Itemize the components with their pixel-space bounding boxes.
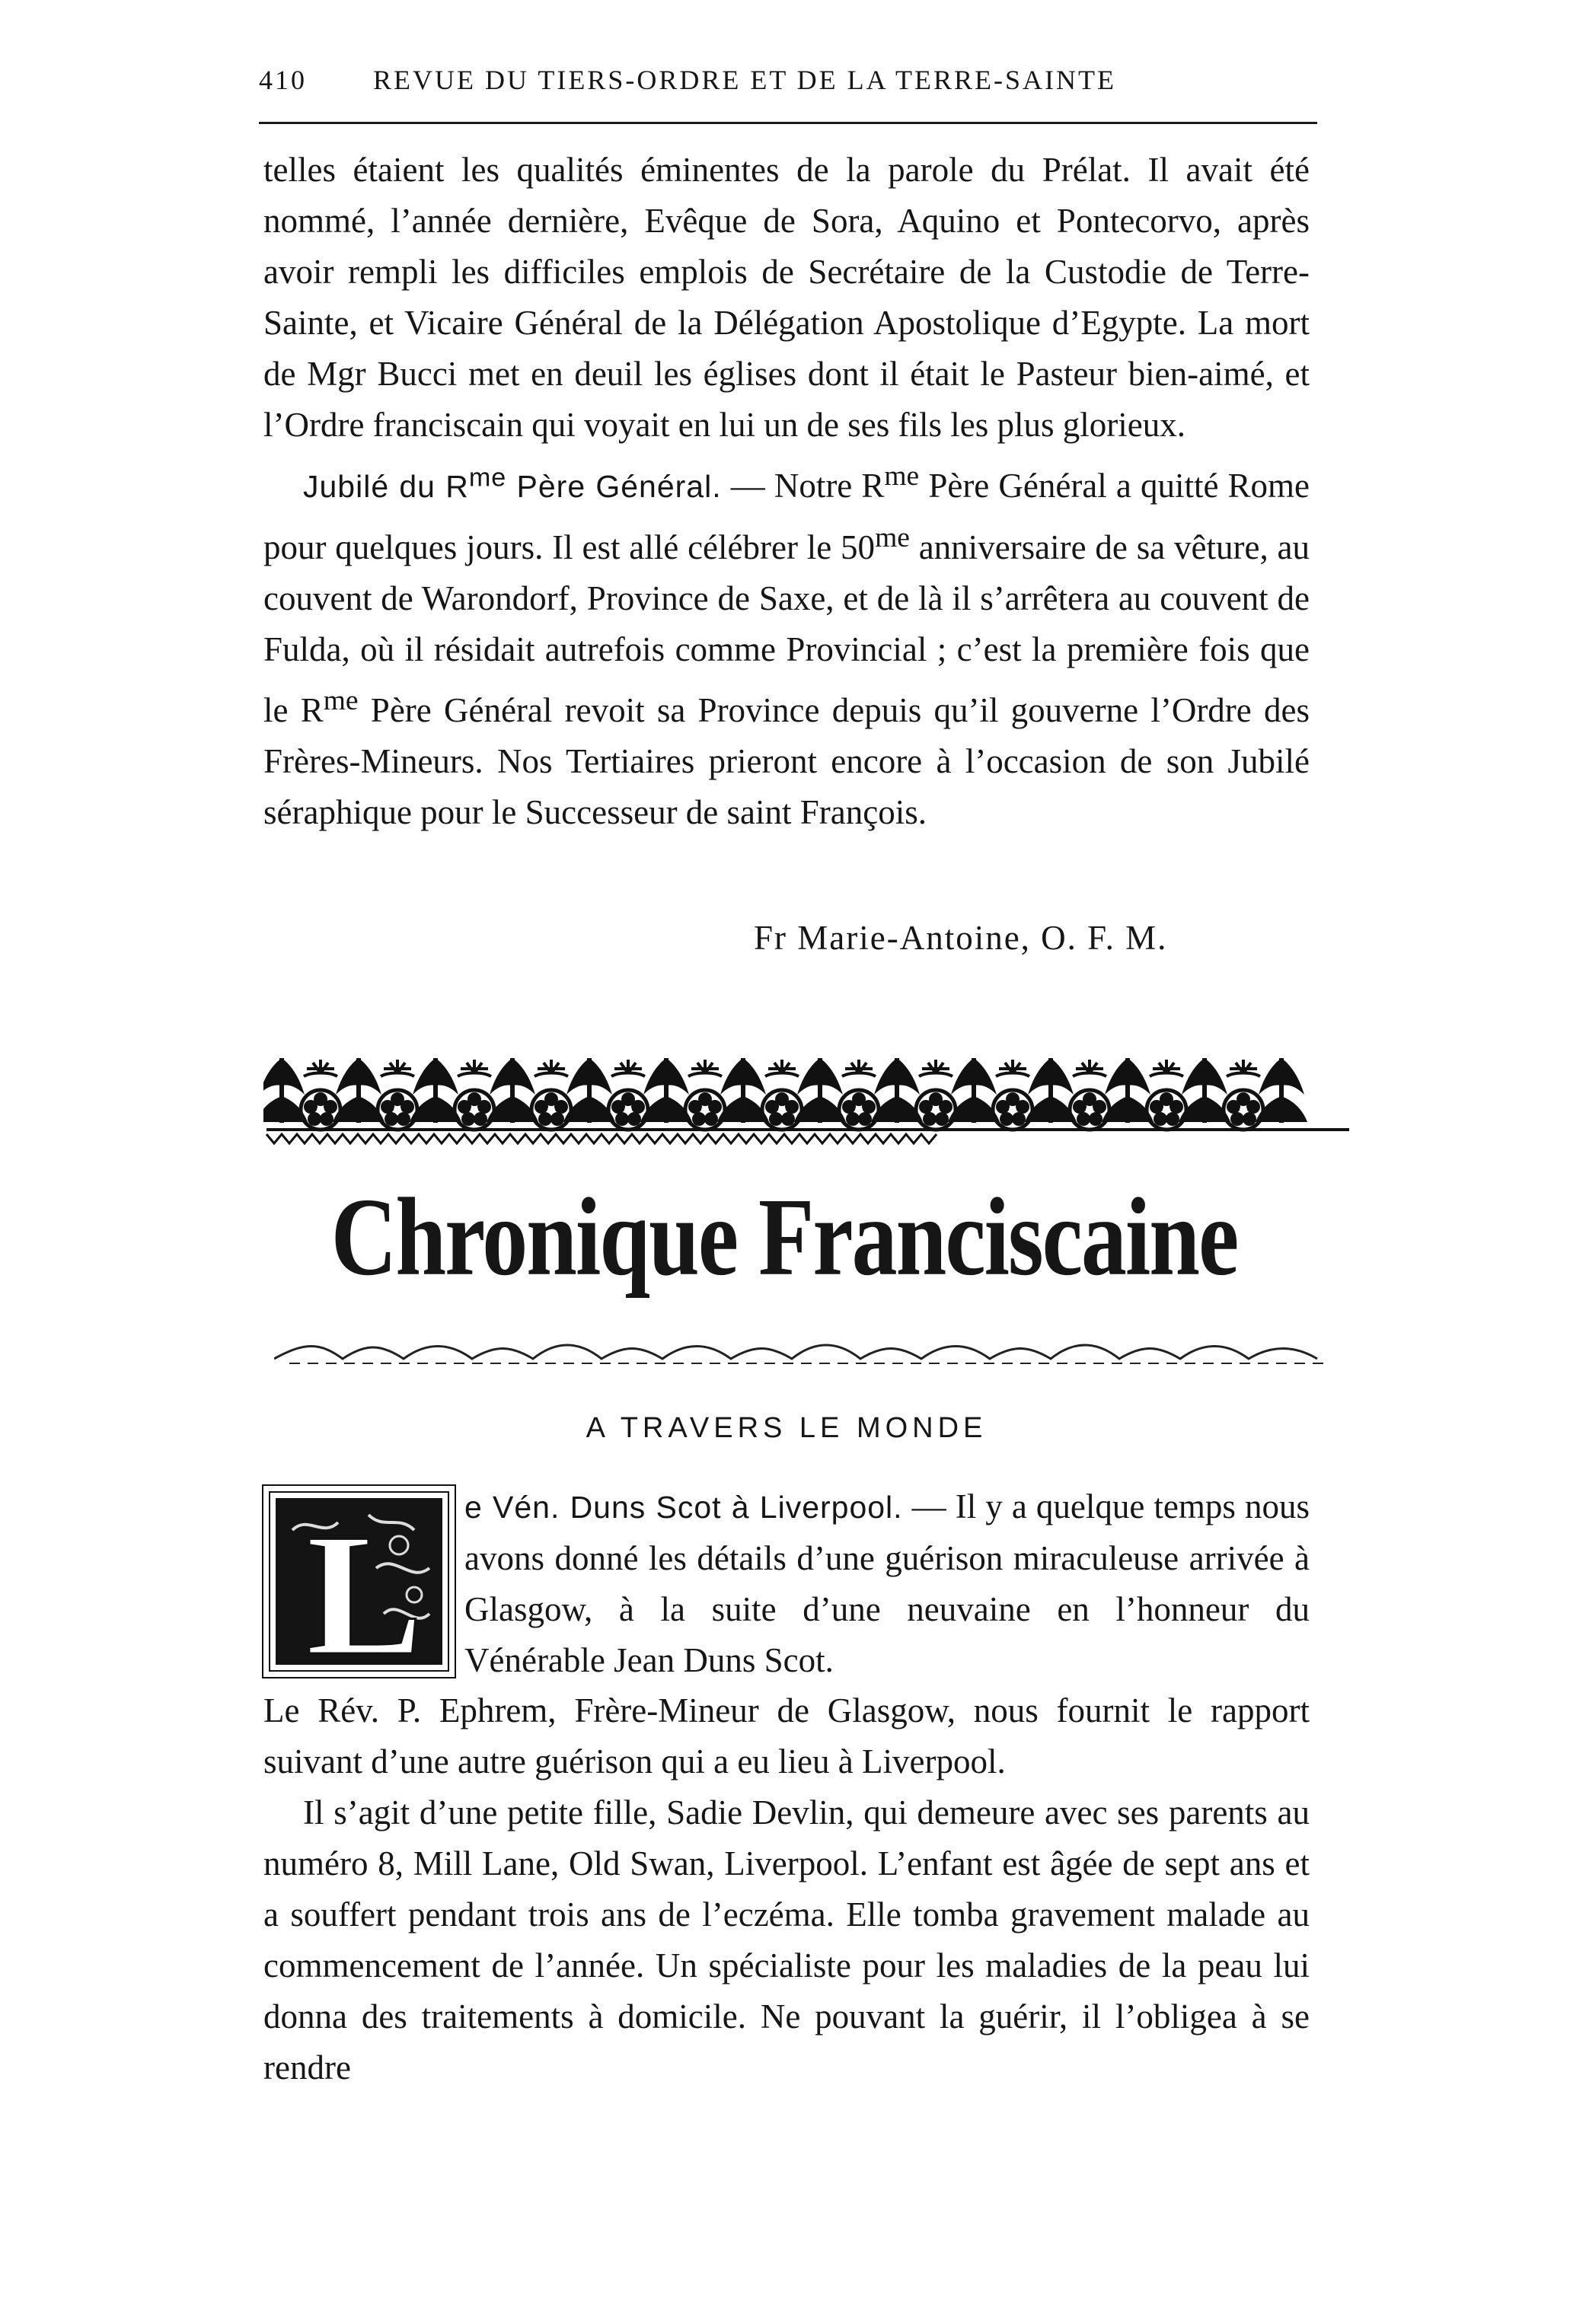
running-header (259, 64, 1317, 110)
paragraph-prelat: telles étaient les qualités éminentes de la parole du Prélat. Il avait été nommé, l’année dernière, Evêque de Sora, Aquino et Pontecorvo, après avoir rempli les difficiles emplois de Secrétaire de la Custodie de Terre-Sainte, et Vicaire Général de la Délégation Apostolique d’Egypte. La mort de Mgr Bucci met en deuil les églises dont il était le Pasteur bien-aimé, et l’Ordre franciscain qui voyait en lui un de ses fils les plus glorieux. (263, 151, 1310, 444)
page-number: 410 (259, 65, 307, 95)
text-block-top (263, 145, 1310, 838)
chronique-franciscaine-title: Chronique Franciscaine (330, 1175, 1238, 1299)
floral-ornament-band (263, 1044, 1352, 1151)
signature: Fr Marie-Antoine, O. F. M. (754, 919, 1168, 957)
text-block-bottom (263, 1685, 1310, 2093)
article-paragraph-2: Il s’agit d’une petite fille, Sadie Devlin, qui demeure avec ses parents au numéro 8, Mill Lane, Old Swan, Liverpool. L’enfant est âgée de sept ans et a souffert pendant trois ans de l’eczéma. Elle tomba gravement malade au commencement de l’année. Un spécialiste pour les maladies de la peau lui donna des traitements à domicile. Ne pouvant la guérir, il l’obligea à se rendre (263, 1793, 1310, 2086)
article-title: e Vén. Duns Scot à Liverpool. (464, 1490, 903, 1525)
jubile-heading: Jubilé du $R^{me}$ Père Général. (303, 463, 722, 504)
dropcap-letter-l (262, 1484, 456, 1678)
article-lead: — Il y a quelque temps nous avons donné les détails d’une guérison miraculeuse arrivée à Glasgow, à la suite d’une neuvaine en l’honneur du Vénérable Jean Duns Scot. (464, 1487, 1310, 1679)
header-rule (259, 122, 1317, 124)
article-opening (464, 1481, 1310, 1686)
article-opening-text (464, 1481, 1310, 1686)
squiggle-divider (274, 1336, 1340, 1366)
article-continuation: Le Rév. P. Ephrem, Frère-Mineur de Glasgow, nous fournit le rapport suivant d’une autre guérison qui a eu lieu à Liverpool. (263, 1691, 1310, 1780)
dropcap-letter: L (306, 1497, 423, 1678)
paragraph-jubile: Jubilé du $R^{me}$ Père Général. — Notre $R^{me}$ Père Général a quitté Rome pour quelques jours. Il est allé célébrer le $50^{me}$ anniversaire de sa vêture, au couvent de Warondorf, Province de Saxe, et de là il s’arrêtera au couvent de Fulda, où il résidait autrefois comme Provincial ; c’est la première fois que le $R^{me}$ Père Général revoit sa Province depuis qu’il gouverne l’Ordre des Frères-Mineurs. Nos Tertiaires prieront encore à l’occasion de son Jubilé séraphique pour le Successeur de saint François. (263, 461, 1310, 831)
section-heading: A TRAVERS LE MONDE (586, 1412, 988, 1444)
running-title: REVUE DU TIERS-ORDRE ET DE LA TERRE-SAINTE (373, 65, 1116, 95)
